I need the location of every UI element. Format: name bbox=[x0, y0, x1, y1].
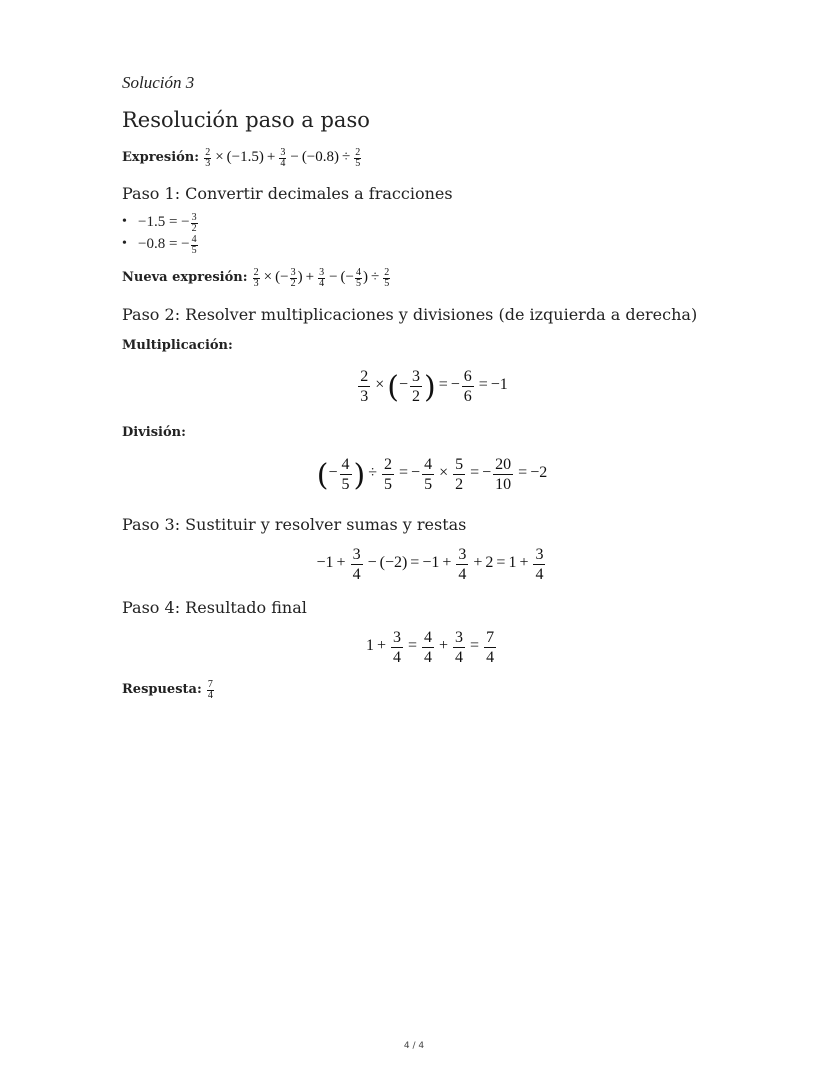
list-item: • −0.8 = − $\frac{4}{5}$ bbox=[100, 234, 199, 256]
step-2-heading: Paso 2: Resolver multiplicaciones y divisiones (de izquierda a derecha) bbox=[122, 305, 698, 324]
bullet-list-wrap bbox=[100, 212, 199, 256]
step-3-heading: Paso 3: Sustituir y resolver sumas y restas bbox=[122, 515, 467, 534]
answer-label: Respuesta: bbox=[122, 682, 202, 697]
solution-label-row bbox=[122, 72, 194, 94]
step-4-heading-row bbox=[122, 597, 307, 619]
new-expression-line bbox=[122, 266, 391, 289]
page-title: Resolución paso a paso bbox=[122, 108, 370, 132]
conversion-list bbox=[100, 212, 199, 256]
expression-label: Expresión: bbox=[122, 150, 200, 165]
sum-equation: −1 + $\frac{3}{4}$ − (−2) = −1 + $\frac{3}{4}$ + 2 = 1 + $\frac{3}{4}$ bbox=[316, 546, 544, 583]
multiplication-label: Multiplicación: bbox=[122, 338, 233, 353]
division-label-row bbox=[122, 422, 186, 444]
new-expression-math: $\frac{2}{3}$ × (− $\frac{3}{2}$ ) + $\frac{3}{4}$ − (− $\frac{4}{5}$ ) ÷ $\frac{2}{5}$ bbox=[253, 267, 390, 289]
multiplication-label-row bbox=[122, 335, 233, 357]
step-2-heading-row bbox=[122, 304, 697, 326]
expression-line bbox=[122, 146, 362, 169]
step-1-heading: Paso 1: Convertir decimales a fracciones bbox=[122, 184, 453, 203]
division-equation: (− $\frac{4}{5}$ ) ÷ $\frac{2}{5}$ = − $\frac{4}{5}$ × $\frac{5}{2}$ = − $\frac{20}{10}$ = −2 bbox=[316, 456, 548, 493]
step-3-heading-row bbox=[122, 514, 466, 536]
list-item: • −1.5 = − $\frac{3}{2}$ bbox=[100, 212, 199, 234]
solution-label: Solución 3 bbox=[122, 73, 195, 92]
new-expression-label: Nueva expresión: bbox=[122, 270, 248, 285]
final-equation: 1 + $\frac{3}{4}$ = $\frac{4}{4}$ + $\frac{3}{4}$ = $\frac{7}{4}$ bbox=[365, 629, 495, 666]
expression-math: $\frac{2}{3}$ × (−1.5) + $\frac{3}{4}$ − (−0.8) ÷ $\frac{2}{5}$ bbox=[205, 147, 361, 169]
step-4-heading: Paso 4: Resultado final bbox=[122, 598, 307, 617]
page-number: 4 / 4 bbox=[403, 1041, 425, 1051]
title-row bbox=[122, 106, 370, 134]
division-label: División: bbox=[122, 425, 186, 440]
answer-value: $\frac{7}{4}$ bbox=[207, 679, 213, 701]
multiplication-equation: $\frac{2}{3}$ × (− $\frac{3}{2}$ ) = − $\frac{6}{6}$ = −1 bbox=[360, 368, 508, 405]
answer-line bbox=[122, 678, 215, 701]
step-1-heading-row bbox=[122, 183, 453, 205]
